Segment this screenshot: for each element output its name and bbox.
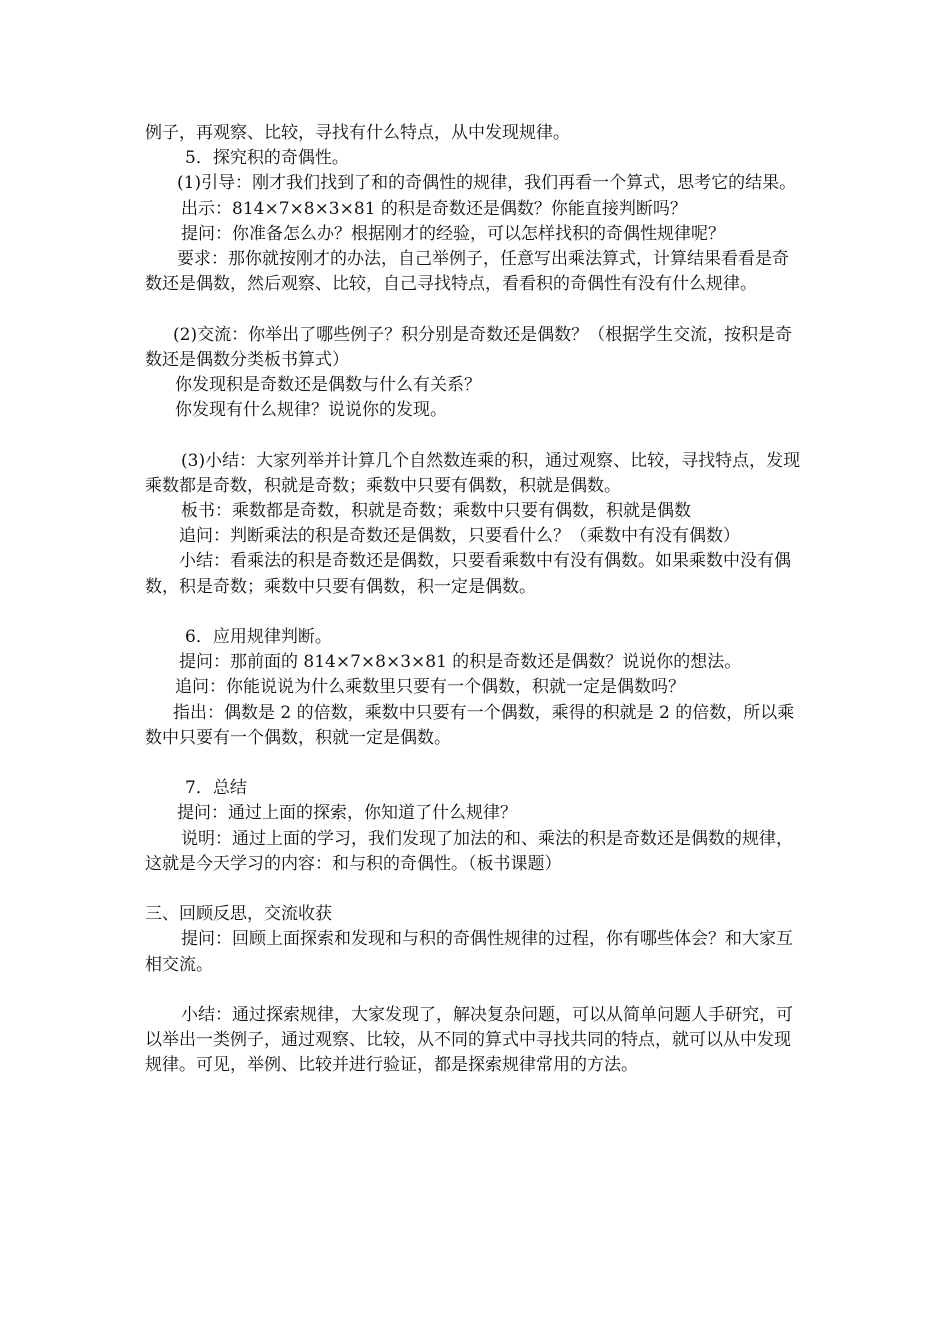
spacer [145, 751, 805, 776]
spacer [145, 423, 805, 448]
spacer [145, 978, 805, 1003]
paragraph-show-problem: 出示：814×7×8×3×81 的积是奇数还是偶数？你能直接判断吗？ [181, 198, 687, 219]
paragraph-summary-1: (3)小结：大家列举并计算几个自然数连乘的积，通过观察、比较，寻找特点，发现乘数都是奇数，积就是奇数；乘数中只要有偶数，积就是偶数。 [145, 450, 801, 496]
paragraph-follow-up: 追问：判断乘法的积是奇数还是偶数，只要看什么？（乘数中有没有偶数） [179, 526, 740, 547]
document-page [145, 121, 805, 1079]
paragraph-continuation: 例子，再观察、比较，寻找有什么特点，从中发现规律。 [145, 123, 570, 143]
heading-explore-product-parity: 5．探究积的奇偶性。 [185, 148, 349, 169]
paragraph-final-summary: 小结：通过探索规律，大家发现了，解决复杂问题，可以从简单问题人手研究，可以举出一类例子，通过观察、比较，从不同的算式中寻找共同的特点，就可以从中发现规律。可见，举例、比较并进行验证，都是探索规律常用的方法。 [145, 1005, 793, 1076]
paragraph-rule-question: 你发现有什么规律？说说你的发现。 [175, 400, 447, 421]
paragraph-requirement: 要求：那你就按刚才的办法，自己举例子，任意写出乘法算式，计算结果看看是奇数还是偶数，然后观察、比较，自己寻找特点，看看积的奇偶性有没有什么规律。 [145, 249, 789, 295]
paragraph-apply-follow-up: 追问：你能说说为什么乘数里只要有一个偶数，积就一定是偶数吗？ [175, 677, 685, 698]
spacer [145, 297, 805, 322]
heading-review-reflection: 三、回顾反思，交流收获 [145, 904, 332, 925]
paragraph-blackboard: 板书：乘数都是奇数，积就是奇数；乘数中只要有偶数，积就是偶数 [181, 501, 691, 522]
heading-conclusion: 7．总结 [185, 778, 247, 799]
paragraph-guide: (1)引导：刚才我们找到了和的奇偶性的规律，我们再看一个算式，思考它的结果。 [177, 173, 797, 194]
paragraph-exchange: (2)交流：你举出了哪些例子？积分别是奇数还是偶数？（根据学生交流，按积是奇数还是偶数分类板书算式） [145, 324, 793, 370]
spacer [145, 877, 805, 902]
paragraph-apply-question: 提问：那前面的 814×7×8×3×81 的积是奇数还是偶数？说说你的想法。 [179, 652, 742, 673]
paragraph-question: 提问：你准备怎么办？根据刚才的经验，可以怎样找积的奇偶性规律呢？ [181, 223, 725, 244]
paragraph-relation-question: 你发现积是奇数还是偶数与什么有关系？ [175, 375, 481, 396]
paragraph-explanation: 说明：通过上面的学习，我们发现了加法的和、乘法的积是奇数还是偶数的规律，这就是今天学习的内容：和与积的奇偶性。（板书课题） [145, 828, 793, 874]
paragraph-point-out: 指出：偶数是 2 的倍数，乘数中只要有一个偶数，乘得的积就是 2 的倍数，所以乘数中只要有一个偶数，积就一定是偶数。 [145, 702, 795, 748]
paragraph-conclusion-question: 提问：通过上面的探索，你知道了什么规律？ [177, 803, 517, 824]
heading-apply-rule: 6．应用规律判断。 [185, 627, 332, 648]
paragraph-summary-2: 小结：看乘法的积是奇数还是偶数，只要看乘数中有没有偶数。如果乘数中没有偶数，积是奇数；乘数中只要有偶数，积一定是偶数。 [145, 551, 791, 597]
spacer [145, 600, 805, 625]
paragraph-review-question: 提问：回顾上面探索和发现和与积的奇偶性规律的过程，你有哪些体会？和大家互相交流。 [145, 929, 793, 975]
